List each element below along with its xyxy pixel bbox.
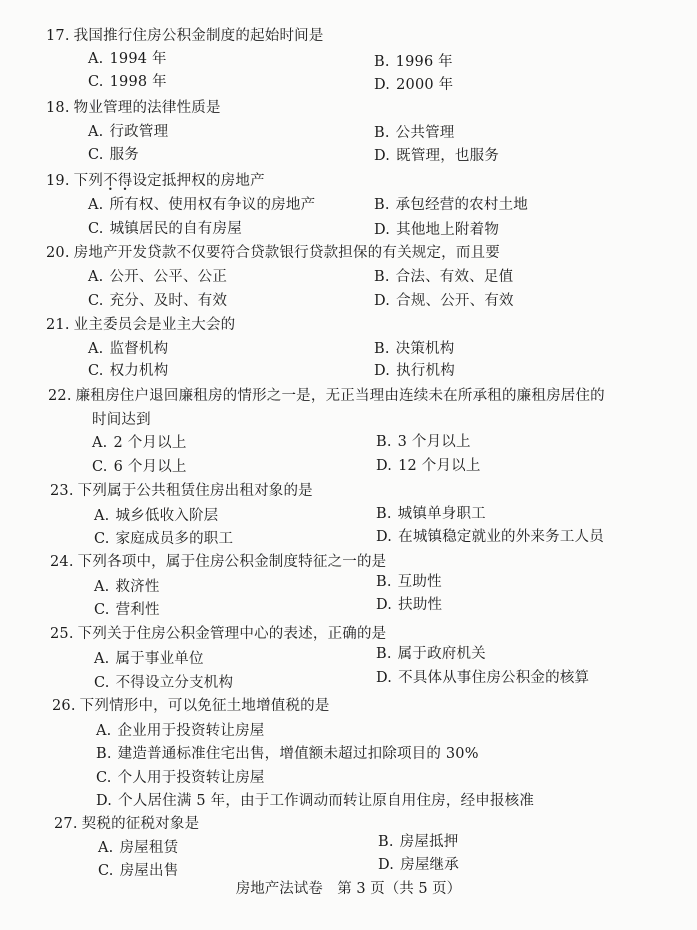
option-24-a (94, 578, 160, 596)
option-19-a (88, 196, 315, 214)
question-20-stem (46, 244, 500, 262)
option-24-c (94, 601, 160, 619)
option-20-d (374, 292, 514, 310)
text-span: A. (88, 269, 104, 285)
text-span: 权力机构 (109, 363, 169, 379)
text-span: B. (374, 269, 390, 285)
text-span: 2 个月以上 (113, 435, 187, 451)
text-span: B. (376, 434, 392, 450)
text-span: 27. (54, 816, 78, 832)
text-span: D. (374, 363, 391, 379)
question-18-stem (46, 99, 221, 117)
text-span: D. (96, 793, 113, 809)
text-span: C. (88, 147, 104, 163)
option-21-d (374, 362, 455, 380)
option-23-b (376, 505, 486, 523)
option-26-d (96, 792, 534, 810)
question-27-stem (54, 815, 199, 833)
text-span: 24. (50, 554, 74, 570)
text-span: D. (376, 529, 393, 545)
text-span: 城镇单身职工 (397, 506, 486, 522)
text-span: C. (92, 459, 108, 475)
text-span: C. (88, 363, 104, 379)
text-span: D. (376, 458, 393, 474)
text-span: 设定抵押权的房地产 (132, 173, 265, 189)
option-22-b (376, 433, 471, 451)
option-19-d (374, 221, 499, 239)
question-25-stem (50, 625, 386, 643)
text-span: D. (376, 597, 393, 613)
question-17-stem (46, 27, 324, 45)
text-span: 下列关于住房公积金管理中心的表述，正确的是 (77, 626, 387, 642)
text-span: 17. (46, 28, 70, 44)
text-span: 20. (46, 245, 70, 261)
option-26-a (96, 722, 264, 740)
text-span: A. (98, 840, 114, 856)
question-22-stem-cont (92, 411, 151, 429)
text-span: D. (374, 148, 391, 164)
text-span: 既管理，也服务 (396, 148, 500, 164)
emphasis-dot: 不 (103, 173, 118, 189)
question-24-stem (50, 553, 386, 571)
option-26-c (96, 769, 265, 787)
option-27-b (378, 833, 458, 851)
text-span: 25. (50, 626, 74, 642)
text-span: C. (94, 602, 110, 618)
text-span: 充分、及时、有效 (109, 293, 228, 309)
text-span: 房屋出售 (119, 863, 179, 879)
text-span: C. (96, 770, 112, 786)
text-span: D. (376, 670, 393, 686)
question-22-stem (48, 387, 605, 405)
text-span: 公共管理 (395, 125, 455, 141)
question-23-stem (50, 482, 313, 500)
option-21-a (88, 340, 168, 358)
text-span: C. (94, 531, 110, 547)
text-span: 属于政府机关 (397, 646, 486, 662)
text-span: 2000 年 (396, 77, 454, 93)
text-span: A. (88, 124, 104, 140)
text-span: 房屋抵押 (399, 834, 459, 850)
text-span: A. (88, 341, 104, 357)
text-span: 承包经营的农村土地 (395, 197, 528, 213)
option-26-b (96, 745, 479, 763)
option-18-b (374, 124, 454, 142)
text-span: 1998 年 (109, 74, 167, 90)
text-span: 下列情形中，可以免征土地增值税的是 (79, 698, 330, 714)
text-span: 监督机构 (109, 341, 169, 357)
text-span: 6 个月以上 (113, 459, 187, 475)
text-span: 家庭成员多的职工 (115, 531, 234, 547)
text-span: B. (376, 646, 392, 662)
text-span: 时间达到 (92, 412, 151, 428)
text-span: 救济性 (115, 579, 160, 595)
text-span: D. (374, 293, 391, 309)
option-20-c (88, 292, 227, 310)
option-18-c (88, 146, 139, 164)
option-24-b (376, 573, 442, 591)
text-span: 22. (48, 388, 72, 404)
text-span: 个人居住满 5 年，由于工作调动而转让原自用住房，经申报核准 (118, 793, 535, 809)
text-span: C. (88, 221, 104, 237)
option-24-d (376, 596, 442, 614)
text-span: 行政管理 (109, 124, 169, 140)
option-19-b (374, 196, 528, 214)
text-span: 12 个月以上 (398, 458, 481, 474)
text-span: D. (378, 857, 395, 873)
text-span: B. (96, 746, 112, 762)
text-span: C. (98, 863, 114, 879)
text-span: A. (94, 579, 110, 595)
text-span: 23. (50, 483, 74, 499)
text-span: 建造普通标准住宅出售，增值额未超过扣除项目的 30% (117, 746, 479, 762)
option-21-b (374, 340, 454, 358)
text-span: 营利性 (115, 602, 160, 618)
text-span: 下列各项中，属于住房公积金制度特征之一的是 (77, 554, 387, 570)
option-20-a (88, 268, 227, 286)
text-span: 个人用于投资转让房屋 (117, 770, 265, 786)
text-span: 城镇居民的自有房屋 (109, 221, 242, 237)
text-span: 契税的征税对象是 (81, 816, 200, 832)
option-17-c (88, 73, 167, 91)
text-span: 其他地上附着物 (396, 222, 500, 238)
text-span: 所有权、使用权有争议的房地产 (109, 197, 316, 213)
text-span: B. (374, 341, 390, 357)
text-span: 1996 年 (395, 54, 453, 70)
option-25-d (376, 669, 589, 687)
text-span: B. (374, 54, 390, 70)
text-span: B. (376, 506, 392, 522)
text-span: A. (96, 723, 112, 739)
text-span: 1994 年 (109, 51, 167, 67)
text-span: C. (88, 293, 104, 309)
option-17-b (374, 53, 453, 71)
option-23-d (376, 528, 604, 546)
text-span: B. (378, 834, 394, 850)
option-22-c (92, 458, 187, 476)
text-span: 合规、公开、有效 (396, 293, 514, 309)
question-26-stem (52, 697, 330, 715)
text-span: 26. (52, 698, 76, 714)
option-18-a (88, 123, 168, 141)
text-span: 19. (46, 173, 70, 189)
text-span: C. (88, 74, 104, 90)
text-span: 决策机构 (395, 341, 455, 357)
option-25-b (376, 645, 486, 663)
option-23-a (94, 507, 218, 525)
text-span: 物业管理的法律性质是 (73, 100, 221, 116)
text-span: 企业用于投资转让房屋 (117, 723, 265, 739)
option-18-d (374, 147, 499, 165)
text-span: C. (94, 675, 110, 691)
text-span: 城乡低收入阶层 (115, 508, 219, 524)
text-span: A. (94, 651, 110, 667)
option-19-c (88, 220, 242, 238)
text-span: 不得设立分支机构 (115, 675, 234, 691)
option-27-d (378, 856, 459, 874)
text-span: 房地产开发贷款不仅要符合贷款银行贷款担保的有关规定，而且要 (73, 245, 500, 261)
text-span: A. (94, 508, 110, 524)
option-22-d (376, 457, 481, 475)
text-span: 我国推行住房公积金制度的起始时间是 (73, 28, 324, 44)
emphasis-dot: 得 (117, 173, 133, 189)
text-span: 合法、有效、足值 (395, 269, 514, 285)
text-span: 房屋继承 (400, 857, 459, 873)
question-19-stem (46, 172, 265, 190)
text-span: 执行机构 (396, 363, 455, 379)
option-17-a (88, 50, 167, 68)
page-footer: 房地产法试卷 第 3 页（共 5 页） (235, 881, 462, 897)
text-span: 下列 (73, 173, 104, 189)
text-span: 3 个月以上 (397, 434, 471, 450)
text-span: 属于事业单位 (115, 651, 204, 667)
text-span: 廉租房住户退回廉租房的情形之一是，无正当理由连续未在所承租的廉租房居住的 (75, 388, 605, 404)
option-25-c (94, 674, 233, 692)
text-span: 公开、公平、公正 (109, 269, 228, 285)
text-span: A. (88, 51, 104, 67)
text-span: 业主委员会是业主大会的 (73, 317, 236, 333)
text-span: 房屋租赁 (119, 840, 179, 856)
text-span: 扶助性 (398, 597, 443, 613)
text-span: 21. (46, 317, 70, 333)
text-span: 互助性 (397, 574, 442, 590)
text-span: B. (374, 125, 390, 141)
text-span: D. (374, 77, 391, 93)
text-span: B. (376, 574, 392, 590)
option-22-a (92, 434, 187, 452)
text-span: A. (88, 197, 104, 213)
text-span: 18. (46, 100, 70, 116)
option-21-c (88, 362, 168, 380)
text-span: 不具体从事住房公积金的核算 (398, 670, 590, 686)
option-27-a (98, 839, 178, 857)
text-span: 在城镇稳定就业的外来务工人员 (398, 529, 604, 545)
question-21-stem (46, 316, 235, 334)
option-23-c (94, 530, 233, 548)
text-span: 下列属于公共租赁住房出租对象的是 (77, 483, 313, 499)
text-span: A. (92, 435, 108, 451)
option-20-b (374, 268, 513, 286)
text-span: 服务 (109, 147, 139, 163)
text-span: B. (374, 197, 390, 213)
option-17-d (374, 76, 453, 94)
text-span: D. (374, 222, 391, 238)
option-25-a (94, 650, 204, 668)
